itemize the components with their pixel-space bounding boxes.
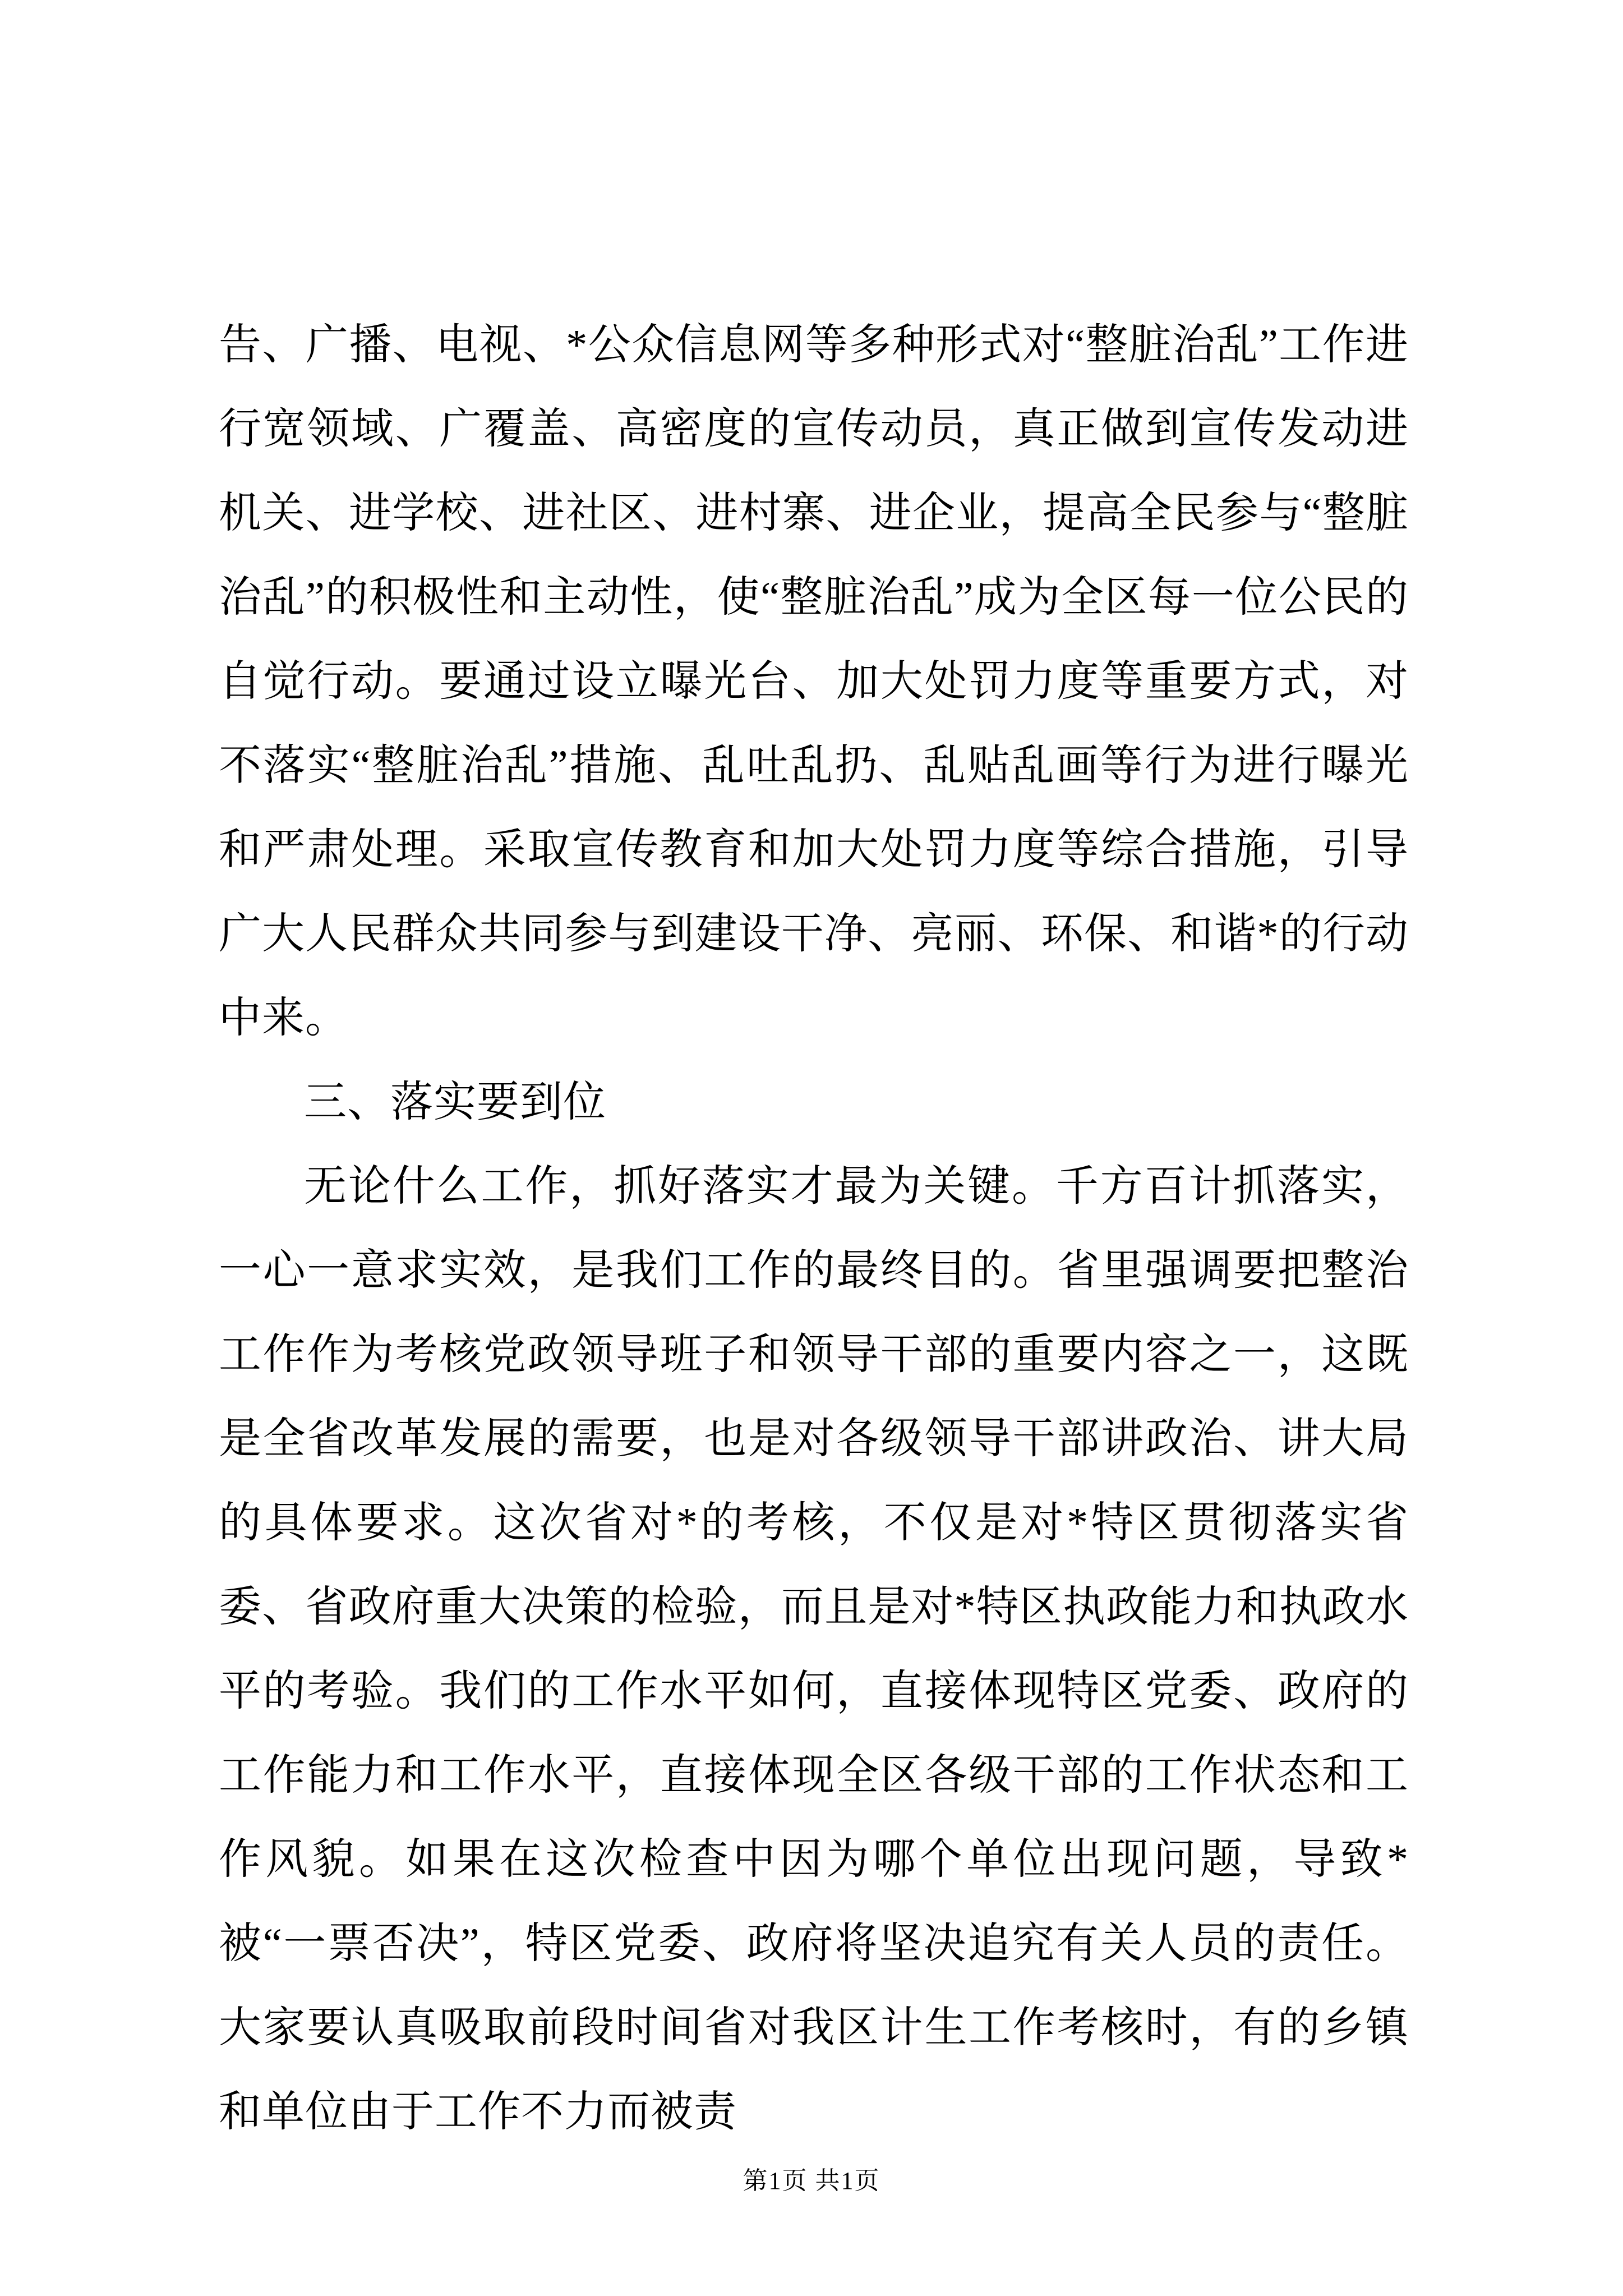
document-body bbox=[219, 303, 1409, 2154]
paragraph-continuation: 告、广播、电视、*公众信息网等多种形式对“整脏治乱”工作进行宽领域、广覆盖、高密度的宣传动员，真正做到宣传发动进机关、进学校、进社区、进村寨、进企业，提高全民参与“整脏治乱”的积极性和主动性，使“整脏治乱”成为全区每一位公民的自觉行动。要通过设立曝光台、加大处罚力度等重要方式，对不落实“整脏治乱”措施、乱吐乱扔、乱贴乱画等行为进行曝光和严肃处理。采取宣传教育和加大处罚力度等综合措施，引导广大人民群众共同参与到建设干净、亮丽、环保、和谐*的行动中来。 bbox=[219, 321, 1409, 1042]
section-heading: 三、落实要到位 bbox=[304, 1079, 606, 1126]
paragraph-body: 无论什么工作，抓好落实才最为关键。千方百计抓落实，一心一意求实效，是我们工作的最终目的。省里强调要把整治工作作为考核党政领导班子和领导干部的重要内容之一，这既是全省改革发展的需要，也是对各级领导干部讲政治、讲大局的具体要求。这次省对*的考核，不仅是对*特区贯彻落实省委、省政府重大决策的检验，而且是对*特区执政能力和执政水平的考验。我们的工作水平如何，直接体现特区党委、政府的工作能力和工作水平，直接体现全区各级干部的工作状态和工作风貌。如果在这次检查中因为哪个单位出现问题，导致*被“一票否决”，特区党委、政府将坚决追究有关人员的责任。大家要认真吸取前段时间省对我区计生工作考核时，有的乡镇和单位由于工作不力而被责 bbox=[219, 1163, 1409, 2136]
page-footer: 第1页 共1页 bbox=[743, 2167, 880, 2194]
